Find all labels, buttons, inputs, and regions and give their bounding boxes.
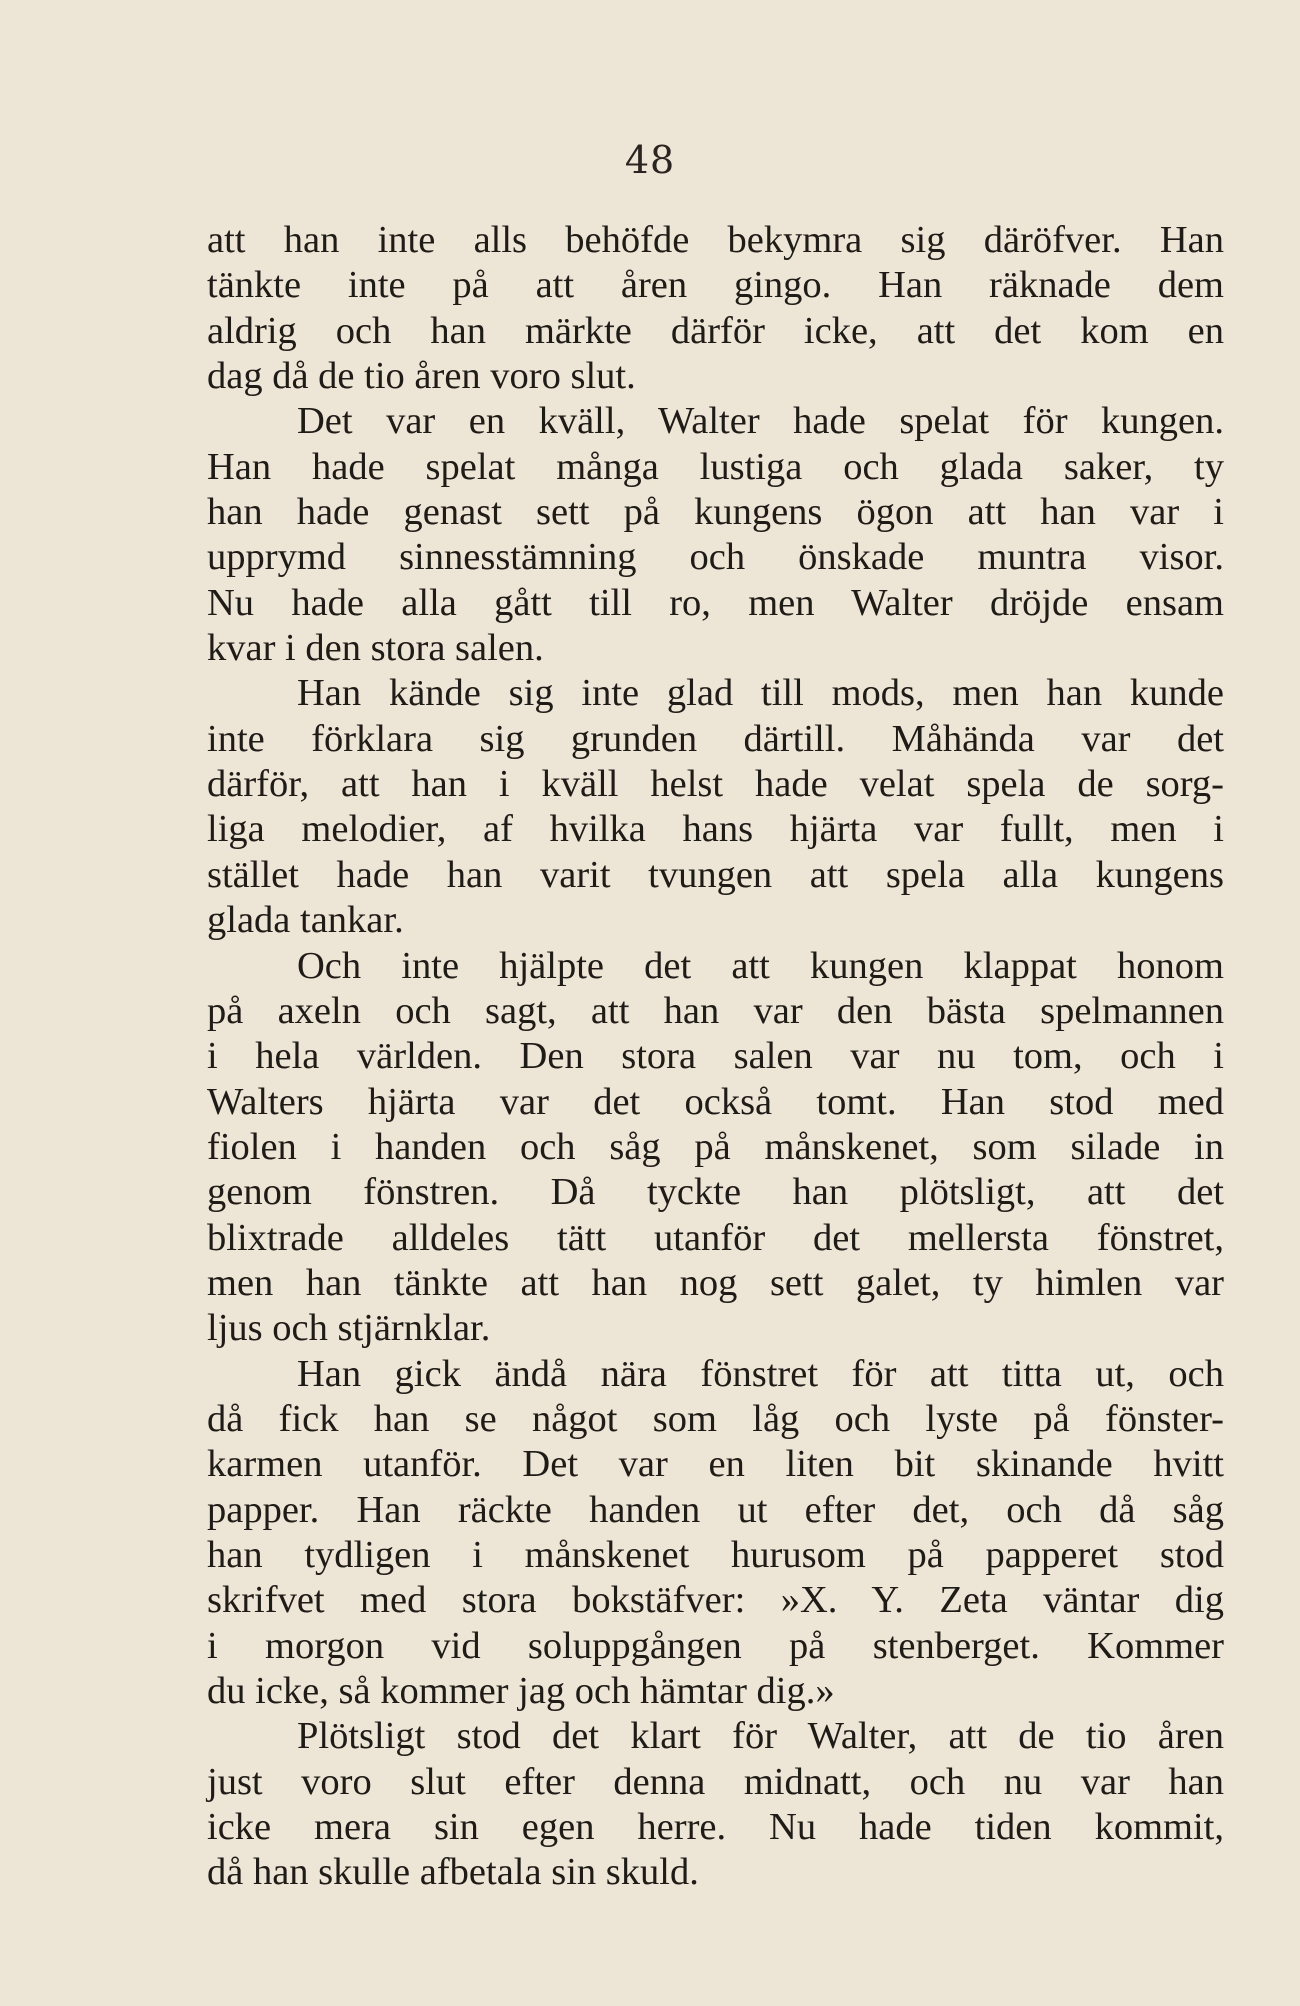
text-line: du icke, så kommer jag och hämtar dig.» xyxy=(207,1670,835,1712)
text-line: men han tänkte att han nog sett galet, ty himlen var xyxy=(207,1261,1224,1304)
paragraph xyxy=(207,1352,1224,1715)
paragraph xyxy=(207,671,1224,943)
text-line: Walters hjärta var det också tomt. Han stod med xyxy=(207,1080,1224,1123)
text-line: ljus och stjärnklar. xyxy=(207,1307,491,1350)
text-line: just voro slut efter denna midnatt, och nu var han xyxy=(207,1760,1224,1803)
text-line: Nu hade alla gått till ro, men Walter dröjde ensam xyxy=(207,581,1224,624)
text-line: att han inte alls behöfde bekymra sig däröfver. Han xyxy=(207,219,1224,261)
text-line: Det var en kväll, Walter hade spelat för kungen. xyxy=(297,400,1224,443)
text-line: liga melodier, af hvilka hans hjärta var fullt, men i xyxy=(207,808,1224,851)
text-line: Han kände sig inte glad till mods, men han kunde xyxy=(297,672,1224,715)
paragraph xyxy=(207,1714,1224,1895)
paragraph xyxy=(207,399,1224,671)
text-line: genom fönstren. Då tyckte han plötsligt, att det xyxy=(207,1171,1224,1214)
text-line: han hade genast sett på kungens ögon att han var i xyxy=(207,491,1224,534)
text-line: då fick han se något som låg och lyste på fönster- xyxy=(207,1397,1224,1440)
text-line: fiolen i handen och såg på månskenet, som silade in xyxy=(207,1125,1224,1168)
text-line: karmen utanför. Det var en liten bit skinande hvitt xyxy=(207,1443,1224,1486)
text-line: inte förklara sig grunden därtill. Måhända var det xyxy=(207,717,1224,760)
text-line: skrifvet med stora bokstäfver: »X. Y. Zeta väntar dig xyxy=(207,1579,1224,1622)
paragraph xyxy=(207,218,1224,399)
text-line: blixtrade alldeles tätt utanför det mellersta fönstret, xyxy=(207,1216,1224,1259)
text-line: Han hade spelat många lustiga och glada saker, ty xyxy=(207,445,1224,488)
page-number: 48 xyxy=(624,138,676,182)
text-line: kvar i den stora salen. xyxy=(207,627,544,670)
text-line: i morgon vid soluppgången på stenberget. Kommer xyxy=(207,1624,1224,1667)
text-line: papper. Han räckte handen ut efter det, och då såg xyxy=(207,1488,1224,1531)
text-line: Och inte hjälpte det att kungen klappat honom xyxy=(297,944,1224,987)
text-line: aldrig och han märkte därför icke, att det kom en xyxy=(207,309,1224,352)
body-text xyxy=(207,218,1224,1896)
text-line: då han skulle afbetala sin skuld. xyxy=(207,1851,699,1894)
text-line: i hela världen. Den stora salen var nu tom, och i xyxy=(207,1035,1224,1078)
text-line: på axeln och sagt, att han var den bästa spelmannen xyxy=(207,989,1224,1032)
text-line: dag då de tio åren voro slut. xyxy=(207,355,636,398)
text-line: därför, att han i kväll helst hade velat spela de sorg- xyxy=(207,763,1224,806)
paragraph xyxy=(207,944,1224,1352)
text-line: icke mera sin egen herre. Nu hade tiden kommit, xyxy=(207,1806,1224,1849)
text-line: tänkte inte på att åren gingo. Han räknade dem xyxy=(207,264,1224,307)
text-line: Han gick ändå nära fönstret för att titta ut, och xyxy=(297,1352,1224,1395)
text-line: Plötsligt stod det klart för Walter, att de tio åren xyxy=(297,1715,1224,1758)
text-line: han tydligen i månskenet hurusom på papperet stod xyxy=(207,1533,1224,1576)
text-line: upprymd sinnesstämning och önskade muntra visor. xyxy=(207,536,1224,579)
text-line: glada tankar. xyxy=(207,899,404,942)
text-line: stället hade han varit tvungen att spela alla kungens xyxy=(207,853,1224,896)
